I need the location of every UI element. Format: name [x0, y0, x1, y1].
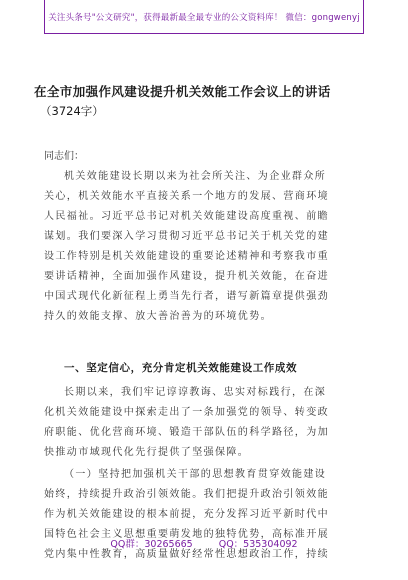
- paragraph-political-guidance: [44, 465, 362, 565]
- word-count: （3724字）: [40, 104, 104, 118]
- paragraph-line: 化机关效能建设中探索走出了一条加强党的领导、转变政: [44, 407, 329, 418]
- paragraph-line: 关心，机关效能水平直接关系一个地方的发展、营商环境: [44, 191, 329, 202]
- section-heading: 一、坚定信心，充分肯定机关效能建设工作成效: [64, 362, 298, 374]
- qq-group-number: QQ群：30265665: [110, 539, 193, 550]
- paragraph-line: （一）坚持把加强机关干部的思想教育贯穿效能建设: [64, 469, 327, 480]
- paragraph-achievements: [44, 383, 362, 463]
- paragraph-line: 作为机关效能建设的根本前提，充分发挥习近平新时代中: [44, 509, 329, 520]
- paragraph-line: 始终，持续提升政治引领效能。我们把提升政治引领效能: [44, 489, 329, 500]
- paragraph-line: 中国式现代化新征程上勇当先行者，谱写新篇章提供强劲: [44, 291, 329, 302]
- document-title: 在全市加强作风建设提升机关效能工作会议上的讲话: [34, 84, 331, 99]
- paragraph-line: 党内集中性教育，高质量做好经常性思想政治工作，持续: [44, 549, 329, 560]
- paragraph-line: 机关效能建设长期以来为社会所关注、为企业群众所: [64, 171, 327, 182]
- paragraph-line: 快推动市域现代化先行提供了坚强保障。: [44, 447, 250, 458]
- contact-footer: [0, 536, 408, 550]
- salutation: 同志们：: [44, 151, 84, 162]
- promo-banner-text: 关注头条号"公文研究"，获得最新最全最专业的公文资料库！ 微信：gongwenyj: [48, 12, 360, 23]
- paragraph-line: 设工作特别是机关效能建设的重要论述精神和考察我市重: [44, 251, 329, 262]
- paragraph-line: 长期以来，我们牢记谆谆教诲、忠实对标践行，在深: [64, 387, 327, 398]
- qq-number: QQ：535304092: [218, 539, 298, 550]
- paragraph-line: 要讲话精神，全面加强作风建设，提升机关效能，在奋进: [44, 271, 329, 282]
- paragraph-line: 府职能、优化营商环境、锻造干部队伍的科学路径，为加: [44, 427, 329, 438]
- paragraph-line: 国特色社会主义思想重要萌发地的独特优势，高标准开展: [44, 529, 329, 540]
- paragraph-intro: [44, 167, 362, 327]
- paragraph-line: 持久的效能支撑、放大善治善为的环境优势。: [44, 311, 272, 322]
- paragraph-line: 谋划。我们要深入学习贯彻习近平总书记关于机关党的建: [44, 231, 329, 242]
- paragraph-line: 人民福祉。习近平总书记对机关效能建设高度重视、前瞻: [44, 211, 329, 222]
- promo-banner: [44, 0, 364, 34]
